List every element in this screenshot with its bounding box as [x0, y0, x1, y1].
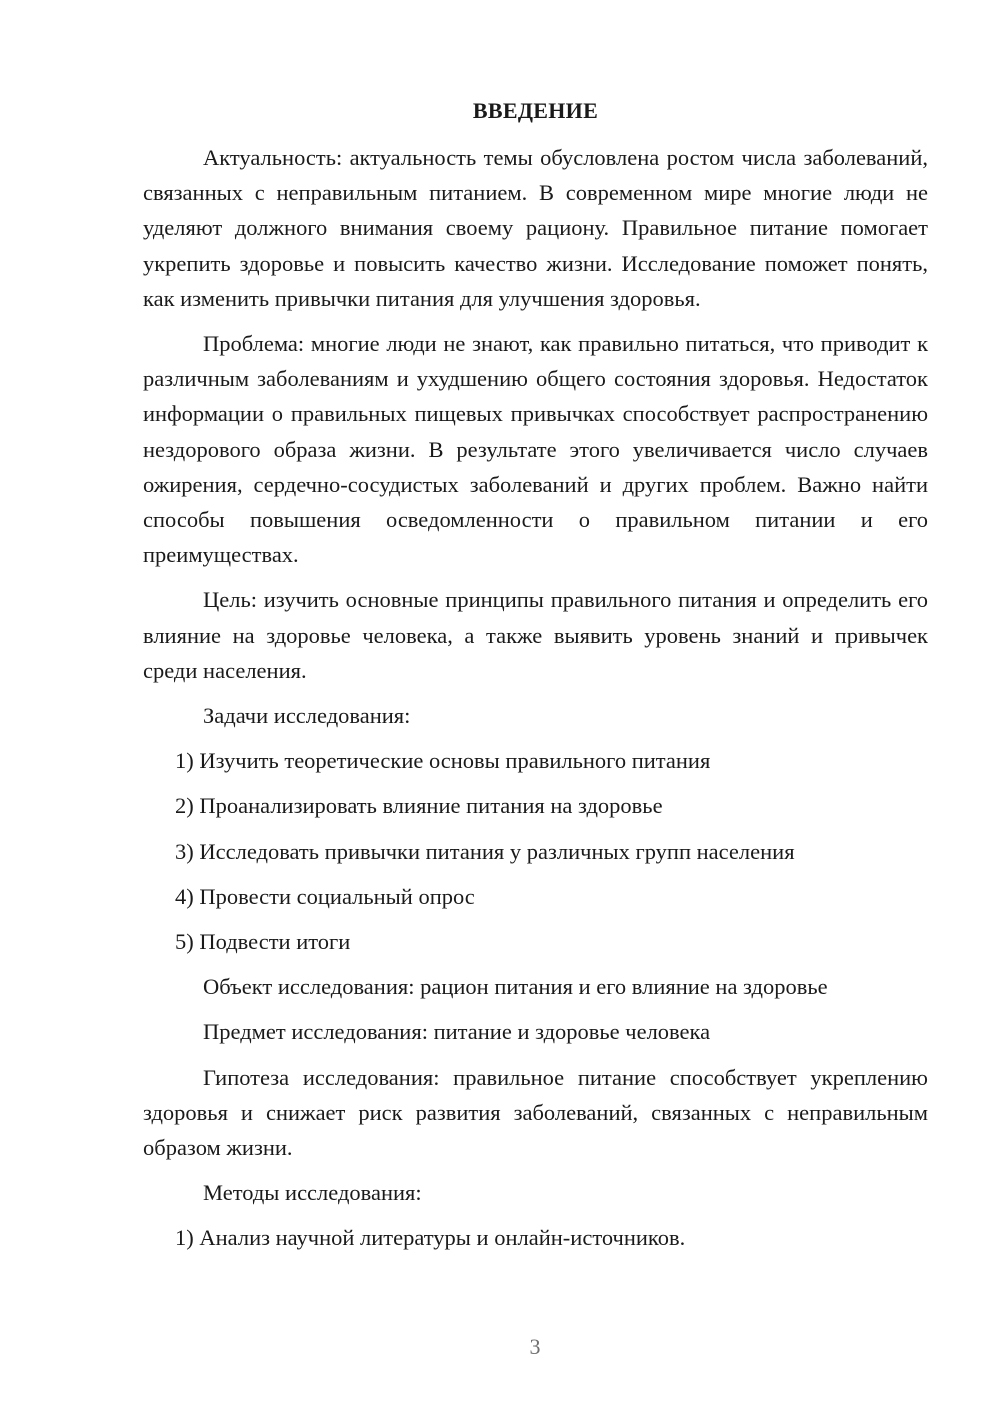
task-item: 2) Проанализировать влияние питания на здоровье	[175, 793, 663, 819]
task-item: 1) Изучить теоретические основы правильного питания	[175, 748, 711, 774]
object-line: Объект исследования: рацион питания и его влияние на здоровье	[203, 974, 828, 1000]
page-number: 3	[529, 1334, 541, 1359]
task-item: 3) Исследовать привычки питания у различных групп населения	[175, 838, 795, 864]
problem-paragraph: Проблема: многие люди не знают, как правильно питаться, что приводит к различным заболеваниям и ухудшению общего состояния здоровья. Недостаток информации о правильных пищевых привычках способствует распространению нездорового образа жизни. В результате этого увеличивается число случаев ожирения, сердечно-сосудистых заболеваний и других проблем. Важно найти способы повышения осведомленности о правильном питании и его преимуществах.	[143, 331, 928, 568]
tasks-heading: Задачи исследования:	[203, 703, 411, 729]
task-item: 5) Подвести итоги	[175, 929, 351, 955]
actuality-paragraph: Актуальность: актуальность темы обусловлена ростом числа заболеваний, связанных с неправильным питанием. В современном мире многие люди не уделяют должного внимания своему рациону. Правильное питание помогает укрепить здоровье и повысить качество жизни. Исследование поможет понять, как изменить привычки питания для улучшения здоровья.	[143, 145, 928, 311]
subject-line: Предмет исследования: питание и здоровье человека	[203, 1019, 711, 1045]
goal-paragraph: Цель: изучить основные принципы правильного питания и определить его влияние на здоровье человека, а также выявить уровень знаний и привычек среди населения.	[143, 587, 928, 683]
section-heading: ВВЕДЕНИЕ	[472, 98, 599, 123]
methods-heading: Методы исследования:	[203, 1180, 422, 1206]
document-page	[143, 96, 928, 1266]
hypothesis-paragraph: Гипотеза исследования: правильное питание способствует укреплению здоровья и снижает риск развития заболеваний, связанных с неправильным образом жизни.	[143, 1064, 928, 1161]
task-item: 4) Провести социальный опрос	[175, 883, 475, 909]
method-item: 1) Анализ научной литературы и онлайн-источников.	[175, 1225, 686, 1251]
